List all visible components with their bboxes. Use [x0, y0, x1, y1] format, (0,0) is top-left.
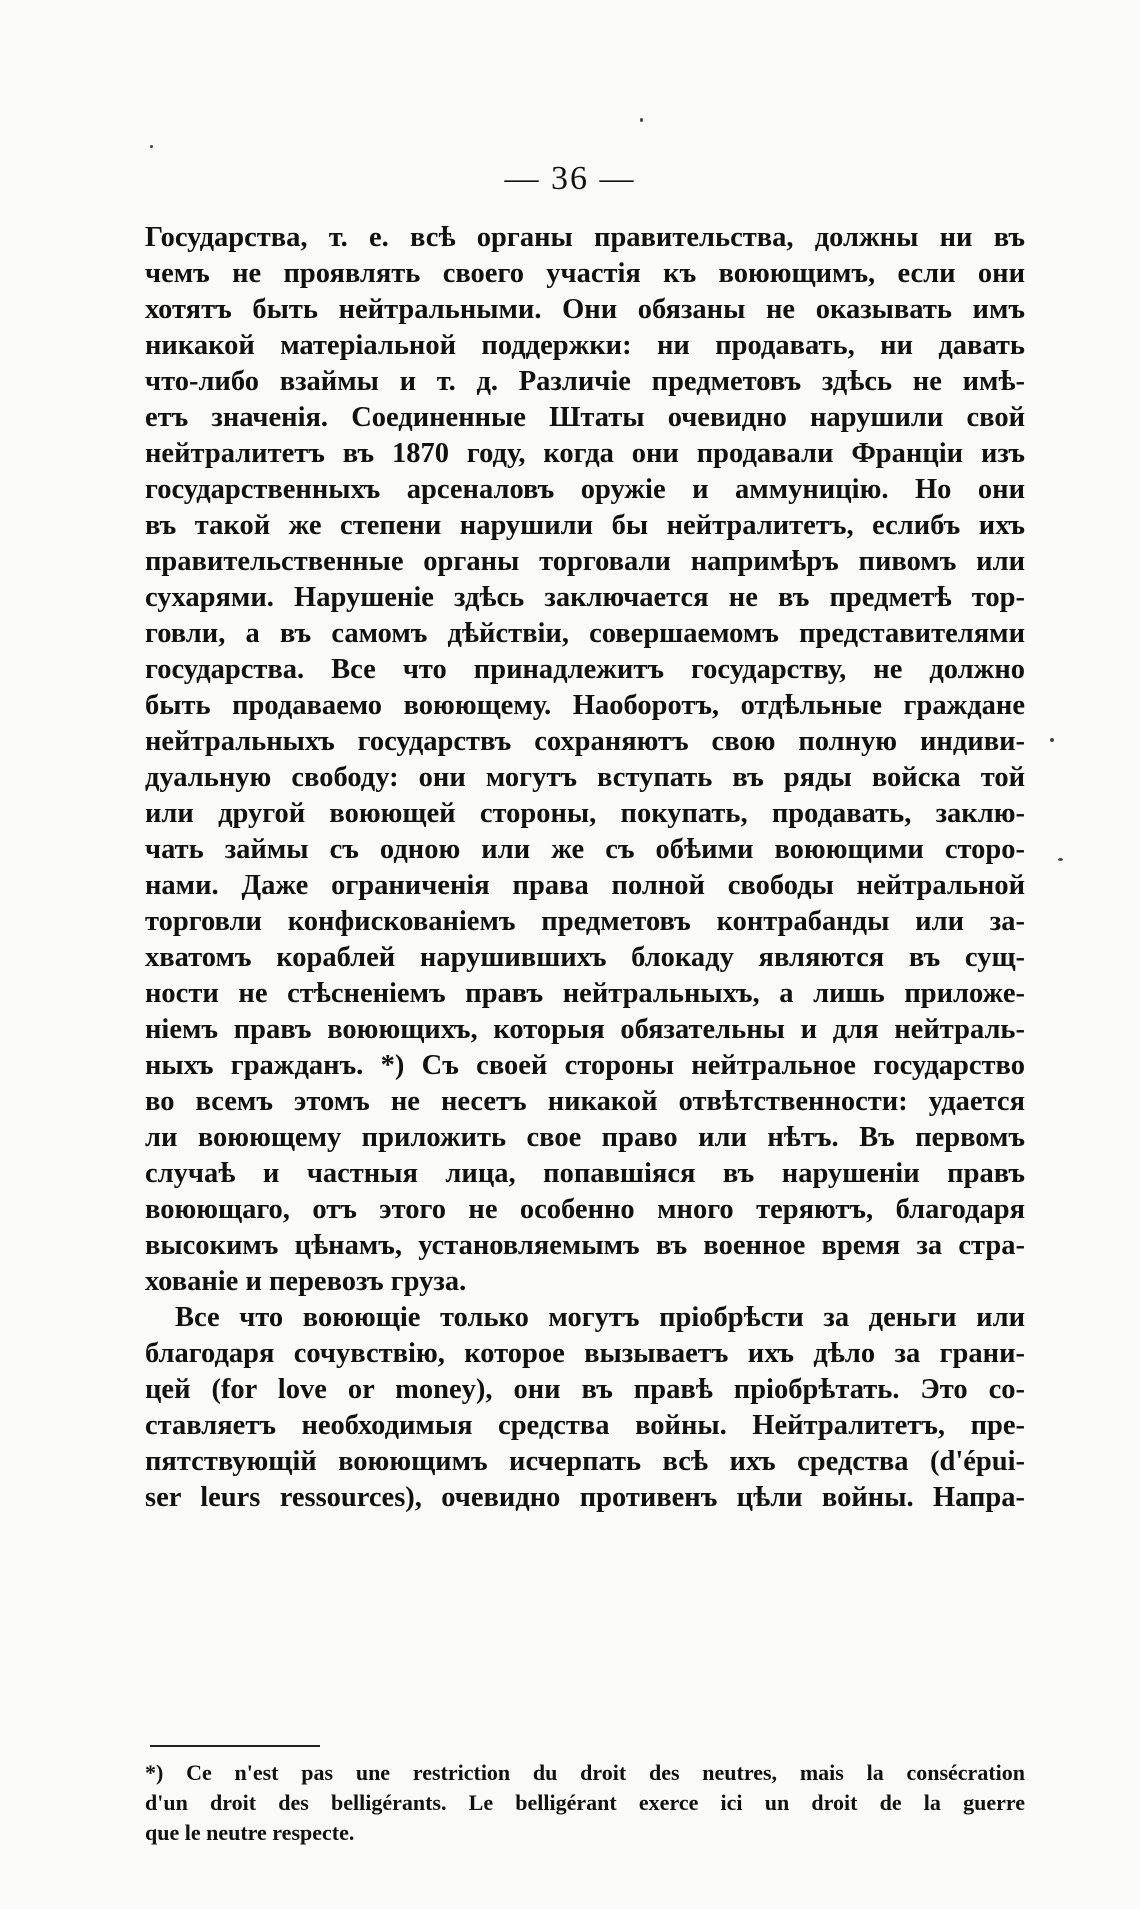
text-line: ставляетъ необходимыя средства войны. Нейтралитетъ, пре- [145, 1410, 1025, 1441]
text-line: хотятъ быть нейтральными. Они обязаны не оказывать имъ [145, 294, 1025, 325]
text-line: ныхъ гражданъ. *) Съ своей стороны нейтральное государство [145, 1050, 1025, 1081]
text-line: государственныхъ арсеналовъ оружіе и аммуницію. Но они [145, 474, 1025, 505]
text-line: во всемъ этомъ не несетъ никакой отвѣтственности: удается [145, 1086, 1025, 1117]
footnote-line: *) Ce n'est pas une restriction du droit des neutres, mais la consécration [145, 1760, 1025, 1785]
footnote-divider [150, 1745, 320, 1747]
text-line: ser leurs ressources), очевидно противенъ цѣли войны. Напра- [145, 1482, 1025, 1513]
text-line: высокимъ цѣнамъ, установляемымъ въ военное время за стра- [145, 1230, 1025, 1261]
text-line: ніемъ правъ воюющихъ, которыя обязательны и для нейтраль- [145, 1014, 1025, 1045]
text-line: быть продаваемо воюющему. Наоборотъ, отдѣльные граждане [145, 690, 1025, 721]
text-line: говли, а въ самомъ дѣйствіи, совершаемомъ представителями [145, 618, 1025, 649]
text-line: воюющаго, отъ этого не особенно много теряютъ, благодаря [145, 1194, 1025, 1225]
text-line: ности не стѣсненіемъ правъ нейтральныхъ, а лишь приложе- [145, 978, 1025, 1009]
text-line: ли воюющему приложить свое право или нѣтъ. Въ первомъ [145, 1122, 1025, 1153]
text-line: торговли конфискованіемъ предметовъ контрабанды или за- [145, 906, 1025, 937]
text-line: пятствующій воюющимъ исчерпать всѣ ихъ средства (d'épui- [145, 1446, 1025, 1477]
footnote-line: d'un droit des belligérants. Le belligérant exerce ici un droit de la guerre [145, 1790, 1025, 1815]
text-line: цей (for love or money), они въ правѣ пріобрѣтать. Это со- [145, 1374, 1025, 1405]
text-line: нейтралитетъ въ 1870 году, когда они продавали Франціи изъ [145, 438, 1025, 469]
text-line: что-либо взаймы и т. д. Различіе предметовъ здѣсь не имѣ- [145, 366, 1025, 397]
scan-speck [1058, 858, 1063, 861]
footnote [145, 1758, 1025, 1848]
text-line: хованіе и перевозъ груза. [145, 1266, 467, 1297]
page-number: — 36 — [504, 160, 636, 197]
text-line: сухарями. Нарушеніе здѣсь заключается не въ предметѣ тор- [145, 582, 1025, 613]
text-line: или другой воюющей стороны, покупать, продавать, заклю- [145, 798, 1025, 829]
text-line: Все что воюющіе только могутъ пріобрѣсти за деньги или [175, 1302, 1025, 1333]
text-line: случаѣ и частныя лица, попавшіяся въ нарушеніи правъ [145, 1158, 1025, 1189]
body-text [145, 220, 1025, 1516]
text-line: нейтральныхъ государствъ сохраняютъ свою полную индиви- [145, 726, 1025, 757]
text-line: государства. Все что принадлежитъ государству, не должно [145, 654, 1025, 685]
scan-speck [1050, 738, 1054, 742]
text-line: правительственные органы торговали напримѣръ пивомъ или [145, 546, 1025, 577]
scan-speck [640, 118, 643, 122]
text-line: нами. Даже ограниченія права полной свободы нейтральной [145, 870, 1025, 901]
text-line: благодаря сочувствію, которое вызываетъ ихъ дѣло за грани- [145, 1338, 1025, 1369]
text-line: въ такой же степени нарушили бы нейтралитетъ, еслибъ ихъ [145, 510, 1025, 541]
text-line: хватомъ кораблей нарушившихъ блокаду являются въ сущ- [145, 942, 1025, 973]
text-line: чемъ не проявлять своего участія къ воюющимъ, если они [145, 258, 1025, 289]
scan-speck [150, 145, 153, 148]
text-line: етъ значенія. Соединенные Штаты очевидно нарушили свой [145, 402, 1025, 433]
text-line: Государства, т. е. всѣ органы правительства, должны ни въ [145, 222, 1025, 253]
text-line: чать займы съ одною или же съ обѣими воюющими сторо- [145, 834, 1025, 865]
footnote-line: que le neutre respecte. [145, 1820, 355, 1845]
text-line: дуальную свободу: они могутъ вступать въ ряды войска той [145, 762, 1025, 793]
text-line: никакой матеріальной поддержки: ни продавать, ни давать [145, 330, 1025, 361]
